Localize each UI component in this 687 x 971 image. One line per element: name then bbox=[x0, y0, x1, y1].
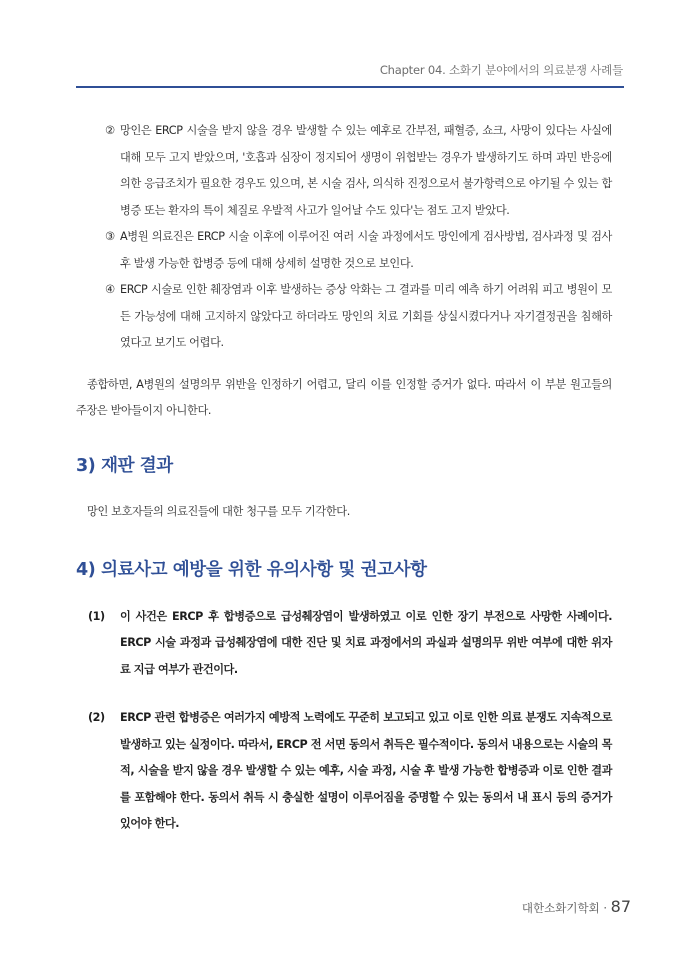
page-number: 87 bbox=[610, 897, 631, 916]
recommendation-item bbox=[88, 604, 612, 684]
list-item bbox=[76, 224, 612, 277]
list-item bbox=[76, 118, 612, 224]
footer-society: 대한소화기학회 · bbox=[521, 901, 611, 915]
item-number: ④ bbox=[105, 283, 115, 296]
recommendation-number: (1) bbox=[88, 609, 105, 623]
recommendation-number: (2) bbox=[88, 711, 105, 724]
item-text: 망인은 ERCP 시술을 받지 않을 경우 발생할 수 있는 예후로 간부전, 패혈증, 쇼크, 사망이 있다는 사실에 대해 모두 고지 받았으며, '호흡과 심장이 정지되어 생명이 위협받는 경우가 발생하기도 하며 과민 반응에 의한 응급조치가 필요한 경우도 있으며, 본 시술 검사, 의식하 진정으로서 불가항력으로 야기될 수 있는 합병증 또는 환자의 특이 체질로 우발적 사고가 일어날 수도 있다'는 점도 고지 받았다. bbox=[120, 124, 612, 217]
item-number: ③ bbox=[105, 230, 115, 243]
recommendation-text: ERCP 관련 합병증은 여러가지 예방적 노력에도 꾸준히 보고되고 있고 이로 인한 의료 분쟁도 지속적으로 발생하고 있는 실정이다. 따라서, ERCP 전 서면 동의서 취득은 필수적이다. 동의서 내용으로는 시술의 목적, 시술을 받지 않을 경우 발생할 수 있는 예후, 시술 과정, 시술 후 발생 가능한 합병증과 이로 인한 결과를 포함해야 한다. 동의서 취득 시 충실한 설명이 이루어짐을 증명할 수 있는 동의서 내 표시 등의 증거가 있어야 한다. bbox=[120, 711, 612, 830]
running-header: Chapter 04. 소화기 분야에서의 의료분쟁 사례들 bbox=[379, 63, 623, 77]
page-footer bbox=[522, 897, 631, 916]
verdict-text: 망인 보호자들의 의료진들에 대한 청구를 모두 기각한다. bbox=[87, 504, 350, 518]
item-text: A병원 의료진은 ERCP 시술 이후에 이루어진 여러 시술 과정에서도 망인에게 검사방법, 검사과정 및 검사 후 발생 가능한 합병증 등에 대해 상세히 설명한 것으로 보인다. bbox=[120, 230, 612, 270]
page-content bbox=[76, 118, 612, 838]
summary-paragraph: 종합하면, A병원의 설명의무 위반을 인정하기 어렵고, 달리 이를 인정할 증거가 없다. 따라서 이 부분 원고들의 주장은 받아들이지 아니한다. bbox=[76, 377, 612, 417]
recommendation-item bbox=[88, 705, 612, 838]
list-item bbox=[76, 277, 612, 357]
header-rule bbox=[76, 86, 624, 88]
item-text: ERCP 시술로 인한 췌장염과 이후 발생하는 증상 악화는 그 결과를 미리 예측 하기 어려워 피고 병원이 모든 가능성에 대해 고지하지 않았다고 하더라도 망인의 치료 기회를 상실시켰다거나 자기결정권을 침해하였다고 보기도 어렵다. bbox=[120, 283, 612, 349]
recommendation-text: 이 사건은 ERCP 후 합병증으로 급성췌장염이 발생하였고 이로 인한 장기 부전으로 사망한 사례이다. ERCP 시술 과정과 급성췌장염에 대한 진단 및 치료 과정에서의 과실과 설명의무 위반 여부에 대한 위자료 지급 여부가 관건이다. bbox=[120, 609, 612, 676]
item-number: ② bbox=[105, 124, 115, 137]
section-heading-3: 3) 재판 결과 bbox=[76, 455, 173, 476]
section-heading-4: 4) 의료사고 예방을 위한 유의사항 및 권고사항 bbox=[76, 559, 427, 580]
